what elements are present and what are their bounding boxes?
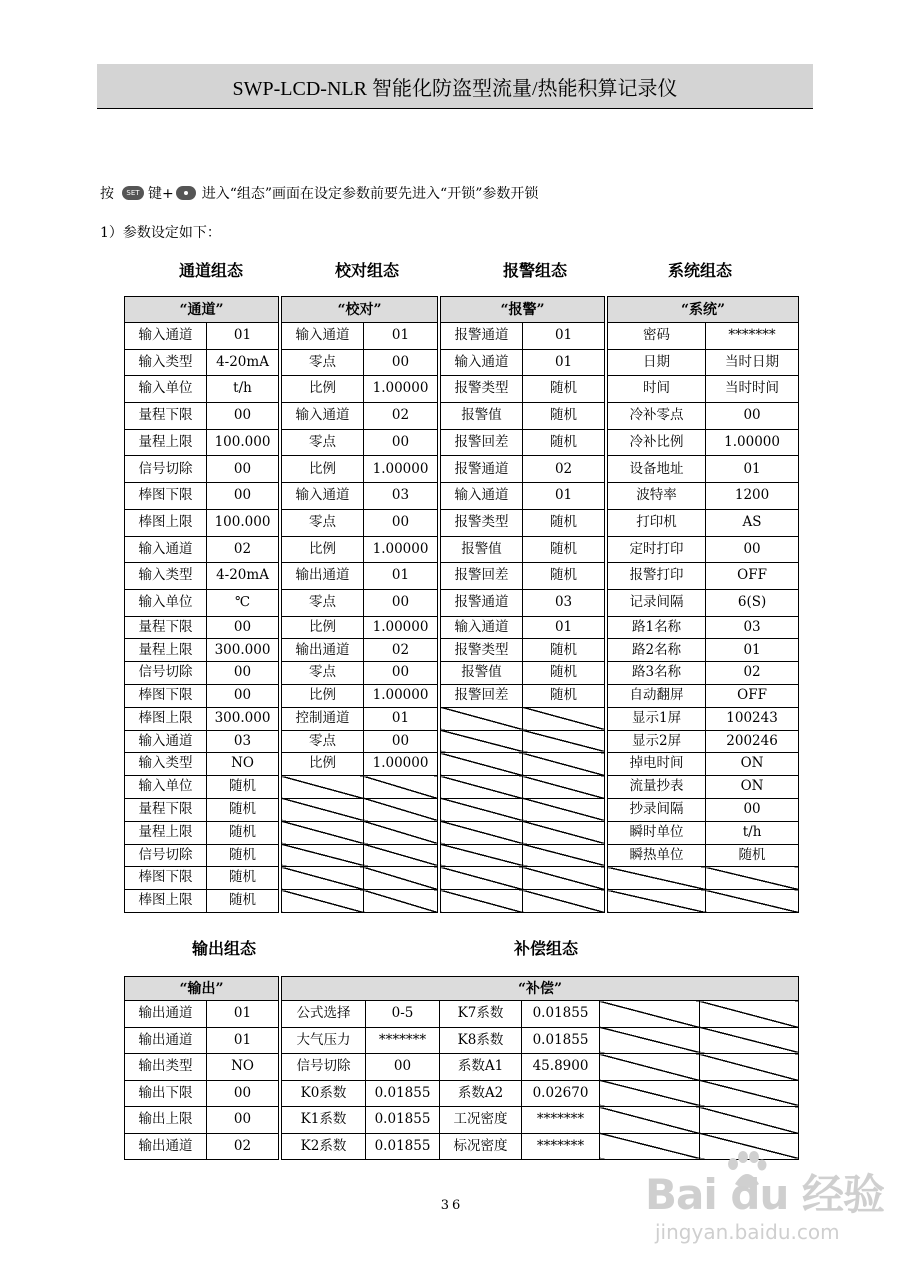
param-label: 信号切除 — [125, 844, 207, 867]
param-value: 随机 — [523, 536, 605, 563]
table-row — [125, 349, 799, 376]
baidu-watermark — [645, 1150, 885, 1260]
param-label: 路2名称 — [608, 639, 706, 662]
param-value: 03 — [364, 483, 438, 510]
param-value: 1.00000 — [364, 456, 438, 483]
document-title: SWP-LCD-NLR 智能化防盗型流量/热能积算记录仪 — [232, 77, 678, 100]
empty-cell — [600, 1080, 700, 1107]
param-value: 00 — [207, 1107, 279, 1134]
param-value: 1200 — [706, 483, 799, 510]
empty-cell — [700, 1001, 799, 1028]
param-label: 控制通道 — [282, 707, 364, 730]
param-value: ON — [706, 776, 799, 799]
param-value: 随机 — [523, 403, 605, 430]
param-label: 量程下限 — [125, 798, 207, 821]
table-row — [125, 376, 799, 403]
param-value: 00 — [207, 483, 279, 510]
param-value: 0-5 — [366, 1001, 440, 1028]
param-value: 01 — [523, 483, 605, 510]
param-label: 瞬时单位 — [608, 821, 706, 844]
param-value: 00 — [207, 662, 279, 685]
param-value: 01 — [523, 616, 605, 639]
param-label: 大气压力 — [282, 1027, 366, 1054]
param-label: 量程上限 — [125, 639, 207, 662]
param-label: 信号切除 — [282, 1054, 366, 1081]
param-value: 02 — [207, 536, 279, 563]
param-value: 200246 — [706, 730, 799, 753]
table-row — [125, 323, 799, 350]
param-label: 报警类型 — [441, 639, 523, 662]
param-value: 00 — [207, 616, 279, 639]
empty-cell — [523, 730, 605, 753]
empty-cell — [600, 1054, 700, 1081]
param-label: 输出下限 — [125, 1080, 207, 1107]
param-label: 报警值 — [441, 662, 523, 685]
instruction-suffix: 进入“组态”画面在设定参数前要先进入“开锁”参数开锁 — [201, 186, 539, 202]
param-label: 瞬热单位 — [608, 844, 706, 867]
table-row — [125, 589, 799, 616]
param-value: 01 — [364, 563, 438, 590]
param-value: 01 — [207, 323, 279, 350]
param-label: 棒图上限 — [125, 890, 207, 913]
empty-cell — [700, 1080, 799, 1107]
empty-cell — [523, 753, 605, 776]
param-value: 随机 — [523, 684, 605, 707]
param-label: 输入类型 — [125, 349, 207, 376]
empty-cell — [441, 890, 523, 913]
param-value: 01 — [207, 1027, 279, 1054]
param-label: 比例 — [282, 753, 364, 776]
param-value: NO — [207, 1054, 279, 1081]
param-value: 0.01855 — [366, 1107, 440, 1134]
param-label: 显示2屏 — [608, 730, 706, 753]
param-value: 1.00000 — [364, 684, 438, 707]
instruction-prefix: 按 — [100, 186, 114, 202]
param-label: 公式选择 — [282, 1001, 366, 1028]
empty-cell — [441, 776, 523, 799]
param-label: K1系数 — [282, 1107, 366, 1134]
table-row — [125, 776, 799, 799]
param-label: 报警回差 — [441, 563, 523, 590]
param-value: ℃ — [207, 589, 279, 616]
param-value: 00 — [364, 429, 438, 456]
param-value: NO — [207, 753, 279, 776]
empty-cell — [700, 1054, 799, 1081]
param-label: 流量抄表 — [608, 776, 706, 799]
empty-cell — [282, 867, 364, 890]
param-value: t/h — [207, 376, 279, 403]
param-value: 1.00000 — [364, 376, 438, 403]
document-header — [97, 64, 813, 108]
param-label: 量程上限 — [125, 429, 207, 456]
param-value: 随机 — [207, 844, 279, 867]
table-row — [125, 1027, 799, 1054]
param-value: 100243 — [706, 707, 799, 730]
empty-cell — [523, 707, 605, 730]
param-label: 零点 — [282, 589, 364, 616]
param-label: 报警类型 — [441, 509, 523, 536]
param-label: 记录间隔 — [608, 589, 706, 616]
param-value: 00 — [706, 536, 799, 563]
table-row — [125, 536, 799, 563]
param-label: 棒图上限 — [125, 707, 207, 730]
empty-cell — [523, 844, 605, 867]
param-value: 0.01855 — [366, 1080, 440, 1107]
param-label: 工况密度 — [440, 1107, 522, 1134]
param-label: 输入通道 — [125, 730, 207, 753]
instruction-line — [100, 183, 538, 203]
param-label: 输入通道 — [282, 483, 364, 510]
param-value: OFF — [706, 563, 799, 590]
table-row — [125, 509, 799, 536]
param-value: 当时日期 — [706, 349, 799, 376]
watermark-logo: Bai du 经验 — [645, 1170, 884, 1219]
param-value: 1.00000 — [364, 753, 438, 776]
param-value: 随机 — [207, 867, 279, 890]
param-label: 冷补比例 — [608, 429, 706, 456]
param-label: 路1名称 — [608, 616, 706, 639]
empty-cell — [441, 753, 523, 776]
param-value: 00 — [207, 403, 279, 430]
table-row — [125, 844, 799, 867]
param-label: 密码 — [608, 323, 706, 350]
param-value: 01 — [523, 349, 605, 376]
param-label: 定时打印 — [608, 536, 706, 563]
table-row — [125, 821, 799, 844]
empty-cell — [364, 844, 438, 867]
param-value: 03 — [706, 616, 799, 639]
table-header: “通道” — [125, 297, 279, 323]
param-value: 0.02670 — [522, 1080, 600, 1107]
param-value: 随机 — [523, 563, 605, 590]
param-label: 输入通道 — [125, 536, 207, 563]
empty-cell — [600, 1001, 700, 1028]
param-label: 输出通道 — [125, 1027, 207, 1054]
param-value: 03 — [523, 589, 605, 616]
table-row — [125, 483, 799, 510]
param-label: 掉电时间 — [608, 753, 706, 776]
param-value: ON — [706, 753, 799, 776]
param-value: 00 — [366, 1054, 440, 1081]
param-value: 6(S) — [706, 589, 799, 616]
param-label: 棒图下限 — [125, 867, 207, 890]
param-label: 零点 — [282, 730, 364, 753]
param-label: 零点 — [282, 429, 364, 456]
param-label: 报警值 — [441, 536, 523, 563]
param-value: 100.000 — [207, 509, 279, 536]
empty-cell — [282, 890, 364, 913]
param-label: 比例 — [282, 456, 364, 483]
param-label: 输入单位 — [125, 589, 207, 616]
param-value: ******* — [522, 1107, 600, 1134]
table-row — [125, 1080, 799, 1107]
param-value: AS — [706, 509, 799, 536]
empty-cell — [282, 798, 364, 821]
empty-cell — [282, 776, 364, 799]
empty-cell — [282, 821, 364, 844]
param-label: 日期 — [608, 349, 706, 376]
empty-cell — [523, 821, 605, 844]
param-label: 输入通道 — [441, 616, 523, 639]
param-label: 输出通道 — [282, 639, 364, 662]
group-title-comp: 补偿组态 — [513, 939, 579, 958]
param-label: 量程下限 — [125, 403, 207, 430]
param-value: 300.000 — [207, 707, 279, 730]
table-row — [125, 456, 799, 483]
empty-cell — [523, 798, 605, 821]
param-value: ******* — [522, 1133, 600, 1160]
param-label: 路3名称 — [608, 662, 706, 685]
group-title-channel: 通道组态 — [178, 261, 244, 280]
param-value: 随机 — [207, 798, 279, 821]
param-value: ******* — [366, 1027, 440, 1054]
empty-cell — [282, 844, 364, 867]
table-row — [125, 1054, 799, 1081]
param-label: 信号切除 — [125, 662, 207, 685]
param-value: t/h — [706, 821, 799, 844]
param-label: 棒图下限 — [125, 483, 207, 510]
table-header: “校对” — [282, 297, 438, 323]
param-value: 随机 — [523, 662, 605, 685]
param-label: K0系数 — [282, 1080, 366, 1107]
table-row — [125, 662, 799, 685]
param-value: 1.00000 — [364, 616, 438, 639]
param-value: 02 — [523, 456, 605, 483]
param-value: 4-20mA — [207, 563, 279, 590]
param-value: 随机 — [207, 776, 279, 799]
param-label: K8系数 — [440, 1027, 522, 1054]
table-header: “系统” — [608, 297, 799, 323]
param-label: 输入类型 — [125, 753, 207, 776]
param-label: 零点 — [282, 349, 364, 376]
param-label: K2系数 — [282, 1133, 366, 1160]
param-label: 信号切除 — [125, 456, 207, 483]
page-number: 36 — [440, 1198, 464, 1213]
param-value: 45.8900 — [522, 1054, 600, 1081]
param-value: 100.000 — [207, 429, 279, 456]
param-label: 输入单位 — [125, 376, 207, 403]
param-label: 标况密度 — [440, 1133, 522, 1160]
section-subtitle: 1）参数设定如下： — [100, 225, 221, 241]
param-value: 00 — [364, 509, 438, 536]
param-label: 比例 — [282, 616, 364, 639]
table-header: “补偿” — [282, 977, 799, 1001]
param-label: 报警类型 — [441, 376, 523, 403]
param-label: 比例 — [282, 376, 364, 403]
param-value: ******* — [706, 323, 799, 350]
param-value: 300.000 — [207, 639, 279, 662]
param-value: 01 — [364, 707, 438, 730]
param-label: 零点 — [282, 662, 364, 685]
empty-cell — [441, 798, 523, 821]
param-value: 00 — [706, 403, 799, 430]
empty-cell — [441, 707, 523, 730]
param-label: 输出通道 — [125, 1001, 207, 1028]
empty-cell — [364, 798, 438, 821]
param-value: 01 — [207, 1001, 279, 1028]
empty-cell — [600, 1027, 700, 1054]
param-label: 输出类型 — [125, 1054, 207, 1081]
param-value: 03 — [207, 730, 279, 753]
table-row — [125, 890, 799, 913]
param-value: 00 — [207, 456, 279, 483]
param-value: 4-20mA — [207, 349, 279, 376]
param-value: 02 — [364, 639, 438, 662]
table-row — [125, 684, 799, 707]
param-value: 00 — [207, 1080, 279, 1107]
group-title-system: 系统组态 — [667, 261, 733, 280]
param-label: 系数A2 — [440, 1080, 522, 1107]
table-row — [125, 563, 799, 590]
param-label: 报警回差 — [441, 684, 523, 707]
param-label: 时间 — [608, 376, 706, 403]
param-value: 02 — [207, 1133, 279, 1160]
param-value: 02 — [364, 403, 438, 430]
config-table-output — [124, 976, 799, 1160]
header-divider — [97, 108, 813, 109]
group-title-calib: 校对组态 — [334, 261, 400, 280]
table-row — [125, 798, 799, 821]
empty-cell — [364, 890, 438, 913]
param-value: 1.00000 — [364, 536, 438, 563]
param-label: 比例 — [282, 684, 364, 707]
table-row — [125, 616, 799, 639]
table-header: “报警” — [441, 297, 605, 323]
empty-cell — [441, 821, 523, 844]
param-label: 输入通道 — [282, 323, 364, 350]
empty-cell — [600, 1107, 700, 1134]
table-row — [125, 403, 799, 430]
param-value: 0.01855 — [366, 1133, 440, 1160]
empty-cell — [608, 867, 706, 890]
param-label: 输入通道 — [282, 403, 364, 430]
empty-cell — [441, 730, 523, 753]
param-value: 随机 — [706, 844, 799, 867]
empty-cell — [523, 890, 605, 913]
param-label: 设备地址 — [608, 456, 706, 483]
param-label: 报警值 — [441, 403, 523, 430]
param-value: 00 — [364, 589, 438, 616]
param-label: 输入单位 — [125, 776, 207, 799]
empty-cell — [364, 776, 438, 799]
table-row — [125, 1107, 799, 1134]
param-label: 系数A1 — [440, 1054, 522, 1081]
param-value: 1.00000 — [706, 429, 799, 456]
param-value: 01 — [364, 323, 438, 350]
param-value: 00 — [364, 349, 438, 376]
empty-cell — [364, 821, 438, 844]
param-label: 量程下限 — [125, 616, 207, 639]
empty-cell — [608, 890, 706, 913]
param-label: 报警通道 — [441, 456, 523, 483]
table-row — [125, 867, 799, 890]
empty-cell — [706, 890, 799, 913]
param-value: 00 — [207, 684, 279, 707]
param-label: 棒图上限 — [125, 509, 207, 536]
param-value: 随机 — [207, 821, 279, 844]
param-label: 输入通道 — [441, 483, 523, 510]
table-row — [125, 429, 799, 456]
param-label: 零点 — [282, 509, 364, 536]
param-value: 02 — [706, 662, 799, 685]
param-label: 输出通道 — [125, 1133, 207, 1160]
param-label: 报警通道 — [441, 589, 523, 616]
param-label: 打印机 — [608, 509, 706, 536]
param-value: 01 — [706, 456, 799, 483]
param-label: 输出通道 — [282, 563, 364, 590]
param-label: 输出上限 — [125, 1107, 207, 1134]
table-row — [125, 753, 799, 776]
table-row — [125, 639, 799, 662]
param-value: 0.01855 — [522, 1027, 600, 1054]
empty-cell — [364, 867, 438, 890]
param-label: 输入类型 — [125, 563, 207, 590]
param-value: 0.01855 — [522, 1001, 600, 1028]
empty-cell — [523, 867, 605, 890]
empty-cell — [706, 867, 799, 890]
param-value: 01 — [706, 639, 799, 662]
config-table-main — [124, 296, 799, 913]
param-label: 抄录间隔 — [608, 798, 706, 821]
param-label: 棒图下限 — [125, 684, 207, 707]
table-row — [125, 707, 799, 730]
empty-cell — [523, 776, 605, 799]
group-title-alarm: 报警组态 — [502, 261, 568, 280]
param-value: 当时时间 — [706, 376, 799, 403]
param-value: 00 — [364, 730, 438, 753]
empty-cell — [700, 1027, 799, 1054]
param-value: 随机 — [523, 429, 605, 456]
table-header: “输出” — [125, 977, 279, 1001]
table-row — [125, 1001, 799, 1028]
set-key-icon: SET — [122, 186, 144, 200]
dot-key-icon — [176, 186, 196, 200]
param-label: 输入通道 — [441, 349, 523, 376]
param-label: 显示1屏 — [608, 707, 706, 730]
param-label: 报警打印 — [608, 563, 706, 590]
param-value: 随机 — [523, 639, 605, 662]
param-label: 冷补零点 — [608, 403, 706, 430]
empty-cell — [700, 1107, 799, 1134]
param-label: 报警通道 — [441, 323, 523, 350]
group-title-output: 输出组态 — [191, 939, 257, 958]
param-value: 随机 — [523, 509, 605, 536]
param-label: 输入通道 — [125, 323, 207, 350]
empty-cell — [441, 844, 523, 867]
param-value: 00 — [364, 662, 438, 685]
param-value: 01 — [523, 323, 605, 350]
param-label: 报警回差 — [441, 429, 523, 456]
watermark-url: jingyan.baidu.com — [655, 1220, 840, 1244]
param-label: 量程上限 — [125, 821, 207, 844]
instruction-key-join: 键+ — [148, 186, 174, 202]
param-label: 自动翻屏 — [608, 684, 706, 707]
param-label: 比例 — [282, 536, 364, 563]
empty-cell — [441, 867, 523, 890]
param-value: 随机 — [207, 890, 279, 913]
param-label: K7系数 — [440, 1001, 522, 1028]
table-row — [125, 730, 799, 753]
param-value: 随机 — [523, 376, 605, 403]
param-label: 波特率 — [608, 483, 706, 510]
param-value: 00 — [706, 798, 799, 821]
param-value: OFF — [706, 684, 799, 707]
